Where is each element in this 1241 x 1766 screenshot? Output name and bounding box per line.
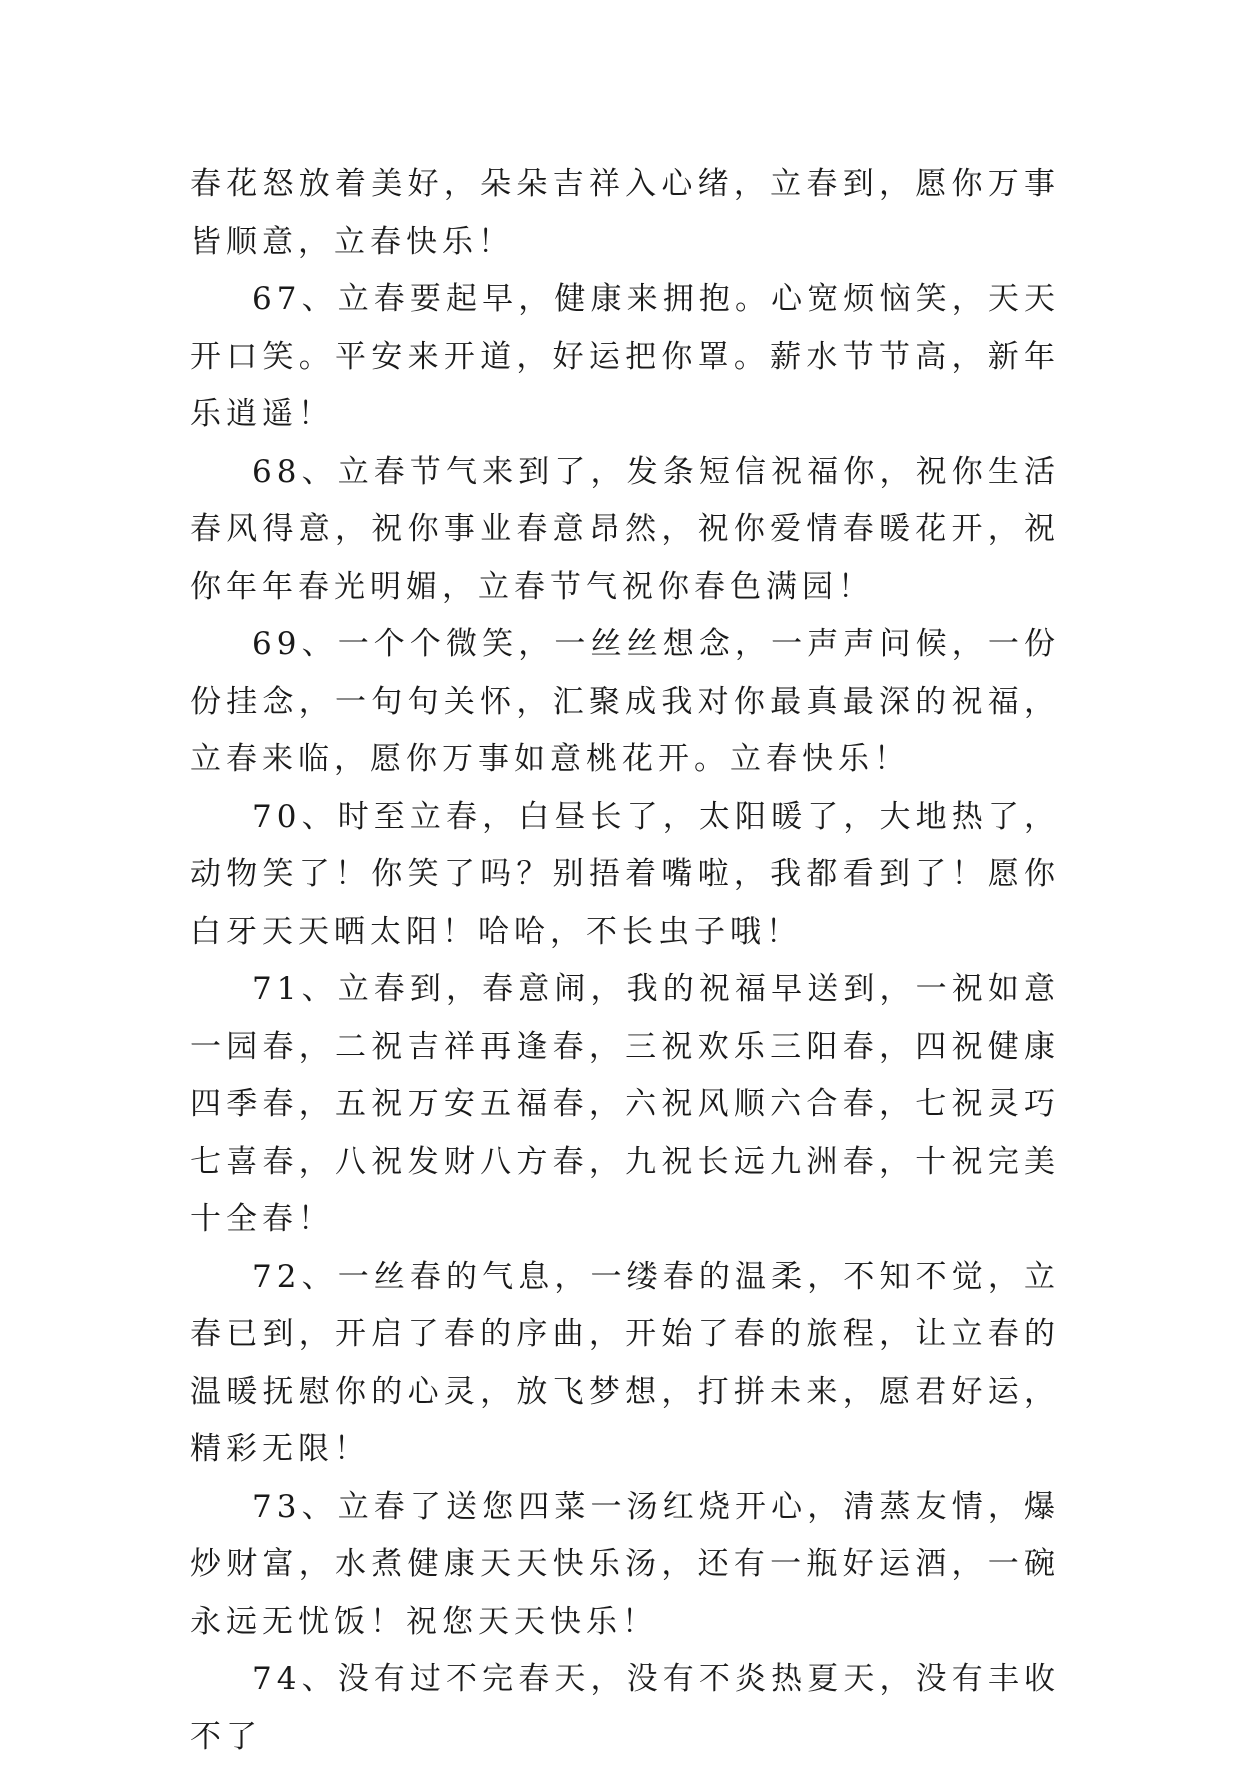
paragraph-continuation: 春花怒放着美好，朵朵吉祥入心绪，立春到，愿你万事皆顺意，立春快乐！ xyxy=(190,166,1060,260)
paragraph-70: 70、时至立春，白昼长了，太阳暖了，大地热了，动物笑了！你笑了吗？别捂着嘴啦，我都看到了！愿你白牙天天晒太阳！哈哈，不长虫子哦！ xyxy=(190,798,1060,950)
paragraph-71: 71、立春到，春意闹，我的祝福早送到，一祝如意一园春，二祝吉祥再逢春，三祝欢乐三阳春，四祝健康四季春，五祝万安五福春，六祝风顺六合春，七祝灵巧七喜春，八祝发财八方春，九祝长远九洲春，十祝完美十全春！ xyxy=(190,971,1060,1237)
paragraph-69: 69、一个个微笑，一丝丝想念，一声声问候，一份份挂念，一句句关怀，汇聚成我对你最真最深的祝福，立春来临，愿你万事如意桃花开。立春快乐！ xyxy=(190,626,1060,777)
document-body xyxy=(190,156,1060,1766)
paragraph-74: 74、没有过不完春天，没有不炎热夏天，没有丰收不了 xyxy=(190,1661,1060,1755)
paragraph-73: 73、立春了送您四菜一汤红烧开心，清蒸友情，爆炒财富，水煮健康天天快乐汤，还有一瓶好运酒，一碗永远无忧饭！祝您天天快乐！ xyxy=(190,1488,1060,1640)
paragraph-72: 72、一丝春的气息，一缕春的温柔，不知不觉，立春已到，开启了春的序曲，开始了春的旅程，让立春的温暖抚慰你的心灵，放飞梦想，打拼未来，愿君好运，精彩无限！ xyxy=(190,1258,1060,1467)
paragraph-68: 68、立春节气来到了，发条短信祝福你，祝你生活春风得意，祝你事业春意昂然，祝你爱情春暖花开，祝你年年春光明媚，立春节气祝你春色满园！ xyxy=(190,453,1060,605)
paragraph-67: 67、立春要起早，健康来拥抱。心宽烦恼笑，天天开口笑。平安来开道，好运把你罩。薪水节节高，新年乐逍遥！ xyxy=(190,281,1060,432)
